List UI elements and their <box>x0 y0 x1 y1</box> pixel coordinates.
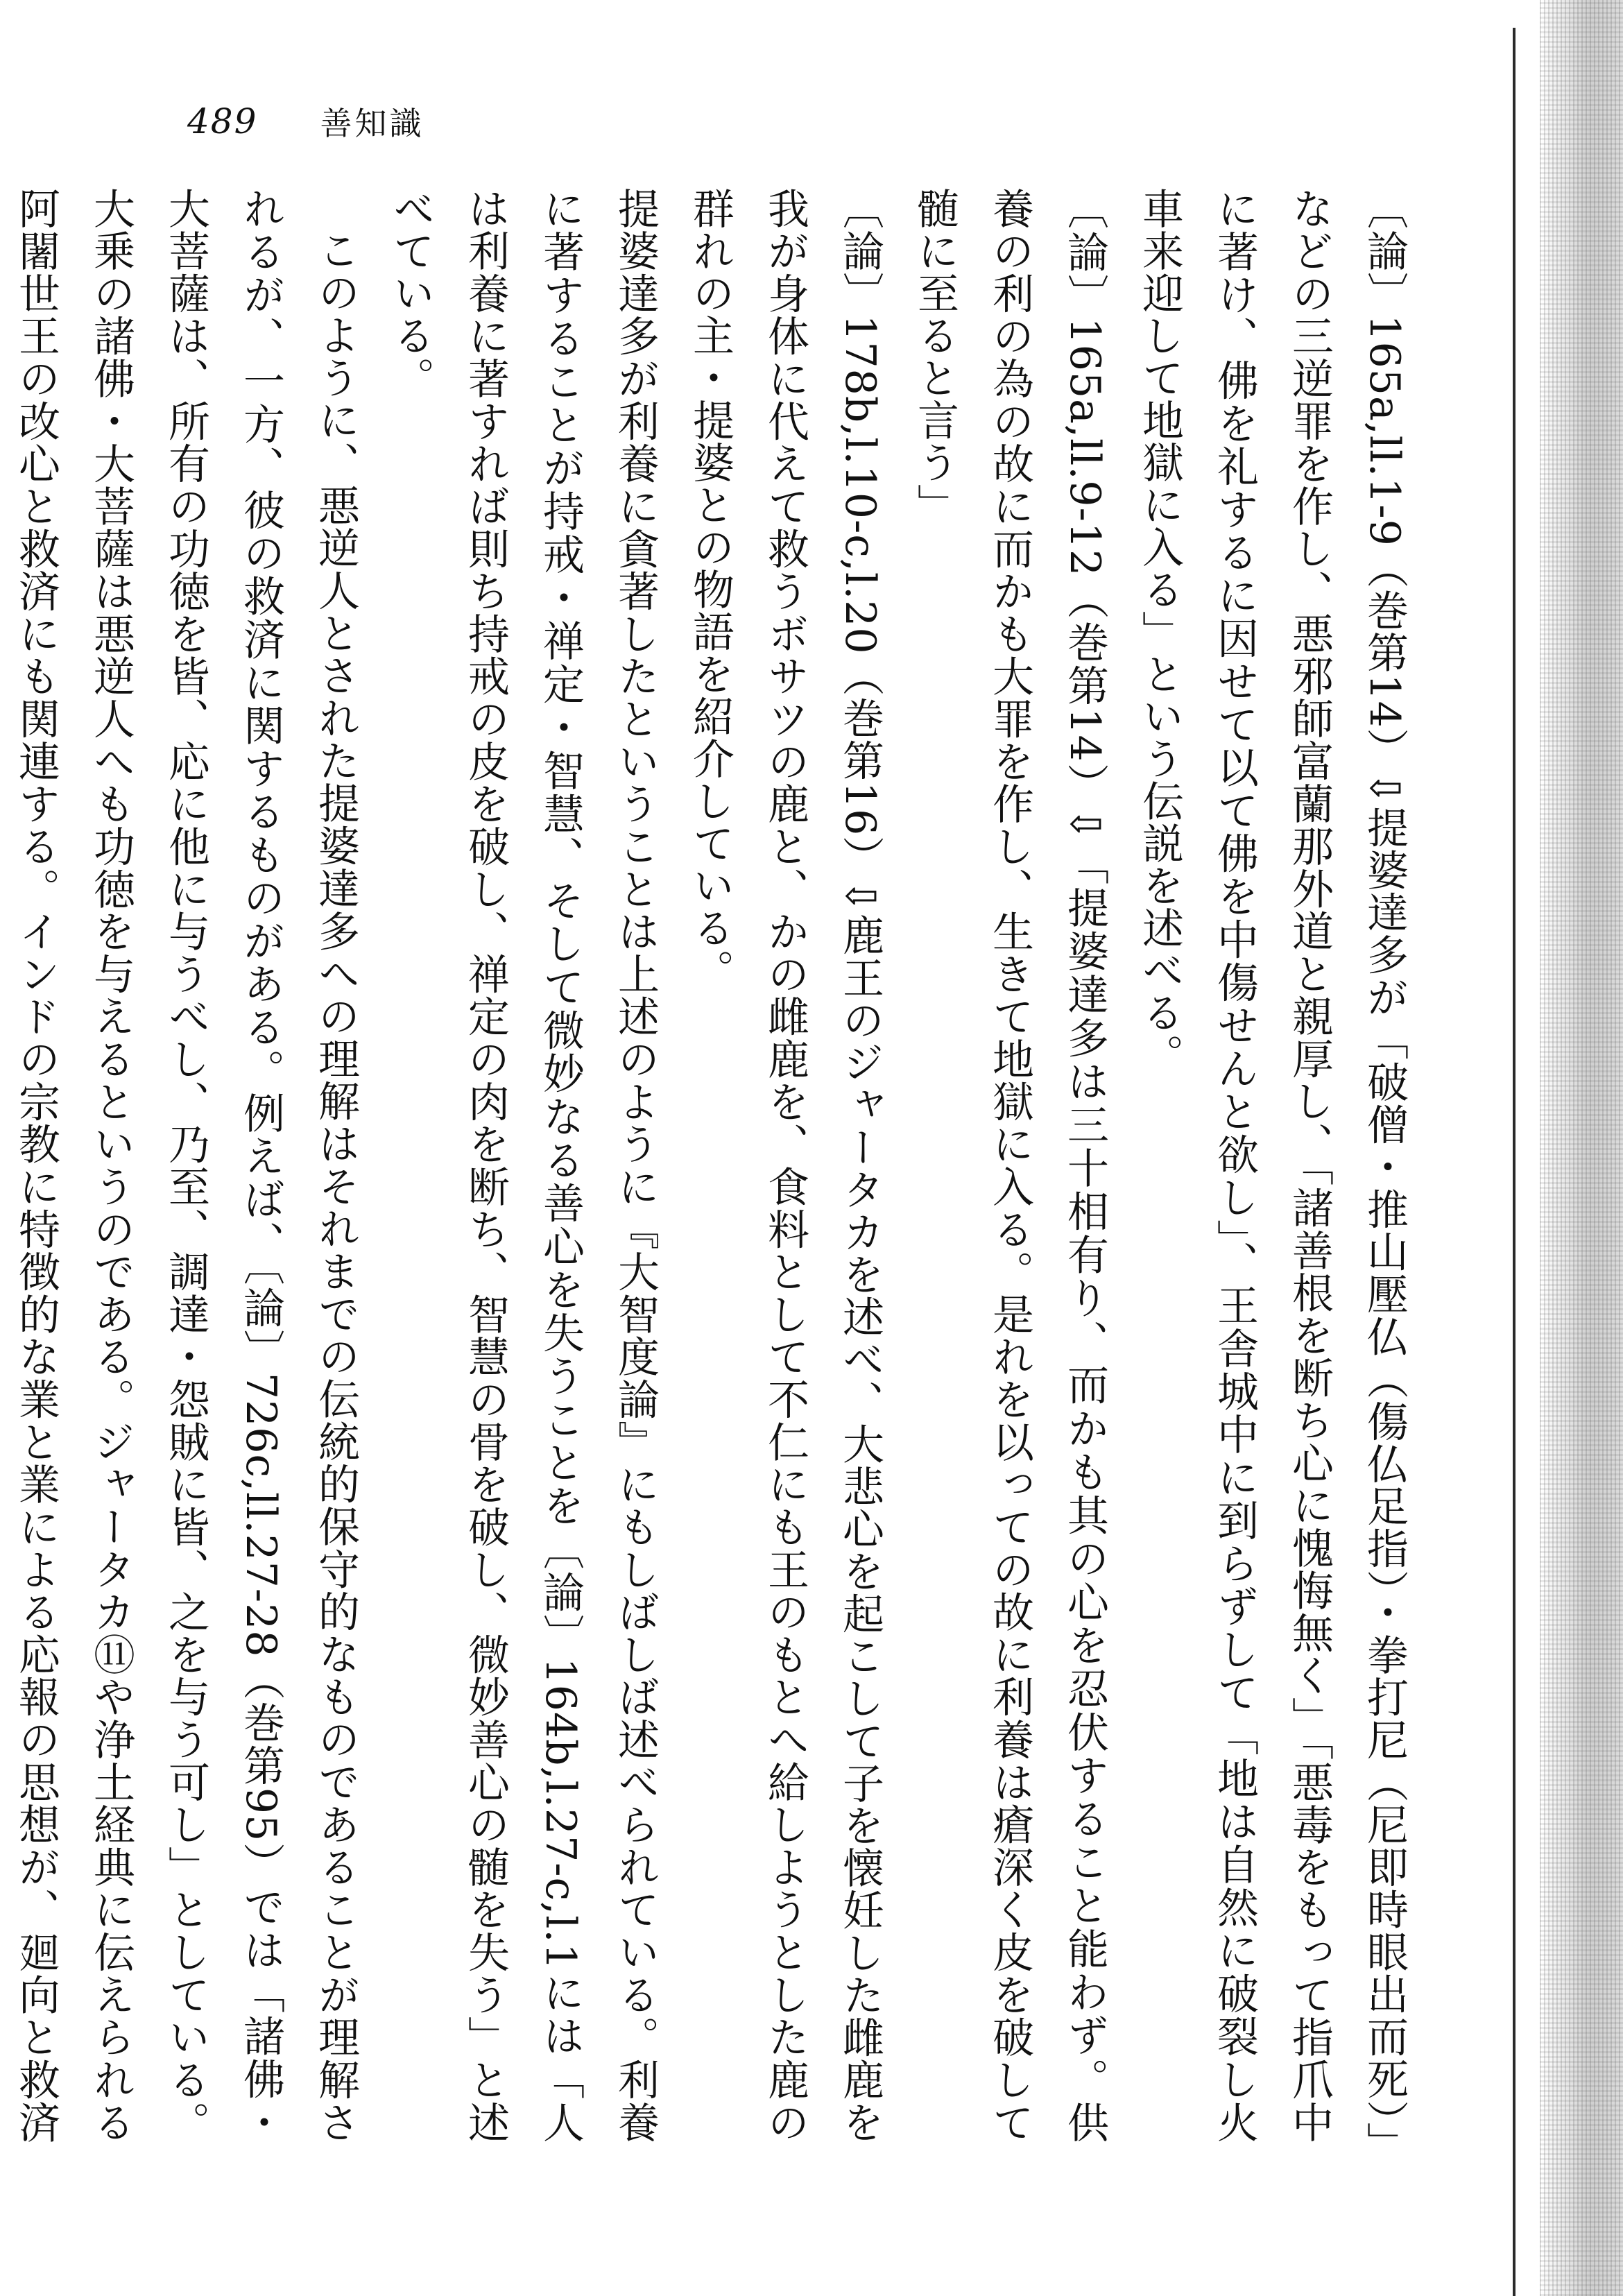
page-header <box>187 90 424 153</box>
running-title: 善知識 <box>320 105 424 142</box>
scan-edge-noise <box>1540 0 1623 2296</box>
scan-binding-line <box>1513 28 1515 2296</box>
paragraph-ron-165a-9-12: 〔論〕165a,ll.9-12（巻第14）⇩「提婆達多は三十相有り、而かも其の心を忍伏すること能わず。供養の利の為の故に而かも大罪を作し、生きて地獄に入る。是れを以っての故に利養は瘡深く皮を破して髄に至ると言う」 <box>911 187 1109 2143</box>
body-text <box>12 187 1422 2144</box>
paragraph-salvation: このように、悪逆人とされた提婆達多への理解はそれまでの伝統的保守的なものであることが理解されるが、一方、彼の救済に関するものがある。例えば、〔論〕726c,ll.27-28（巻第95）では「諸佛・大菩薩は、所有の功徳を皆、応に他に与うべし、乃至、調達・怨賊に皆、之を与う可し」としている。大乗の諸佛・大菩薩は悪逆人へも功徳を与えるというのである。ジャータカ⑪や浄土経典に伝えられる阿闍世王の改心と救済にも関連する。インドの宗教に特徴的な業と業による応報の思想が、廻向と救済 <box>12 187 360 2143</box>
paragraph-devadatta-greed: 提婆達多が利養に貪著したということは上述のように『大智度論』にもしばしば述べられている。利養に著することが持戒・禅定・智慧、そして微妙なる善心を失うことを〔論〕164b,l.27-c,l.1には「人は利養に著すれば則ち持戒の皮を破し、禅定の肉を断ち、智慧の骨を破し、微妙善心の髄を失う」と述べている。 <box>386 187 660 2143</box>
page-number: 489 <box>187 101 258 142</box>
paragraph-ron-178b: 〔論〕178b,l.10-c,l.20（巻第16）⇩鹿王のジャータカを述べ、大悲心を起こして子を懐妊した雌鹿を我が身体に代えて救うボサツの鹿と、かの雌鹿を、食料として不仁にも王のもとへ給しようとした鹿の群れの主・提婆との物語を紹介している。 <box>686 187 884 2143</box>
paragraph-ron-165a-1-9: 〔論〕165a,ll.1-9（巻第14）⇩提婆達多が「破僧・推山壓仏（傷仏足指）・拳打尼（尼即時眼出而死）」などの三逆罪を作し、悪邪師富蘭那外道と親厚し、「諸善根を断ち心に愧悔無く」「悪毒をもって指爪中に著け、佛を礼するに因せて以て佛を中傷せんと欲し」、王舎城中に到らずして「地は自然に破裂し火車来迎して地獄に入る」という伝説を述べる。 <box>1135 187 1409 2144</box>
